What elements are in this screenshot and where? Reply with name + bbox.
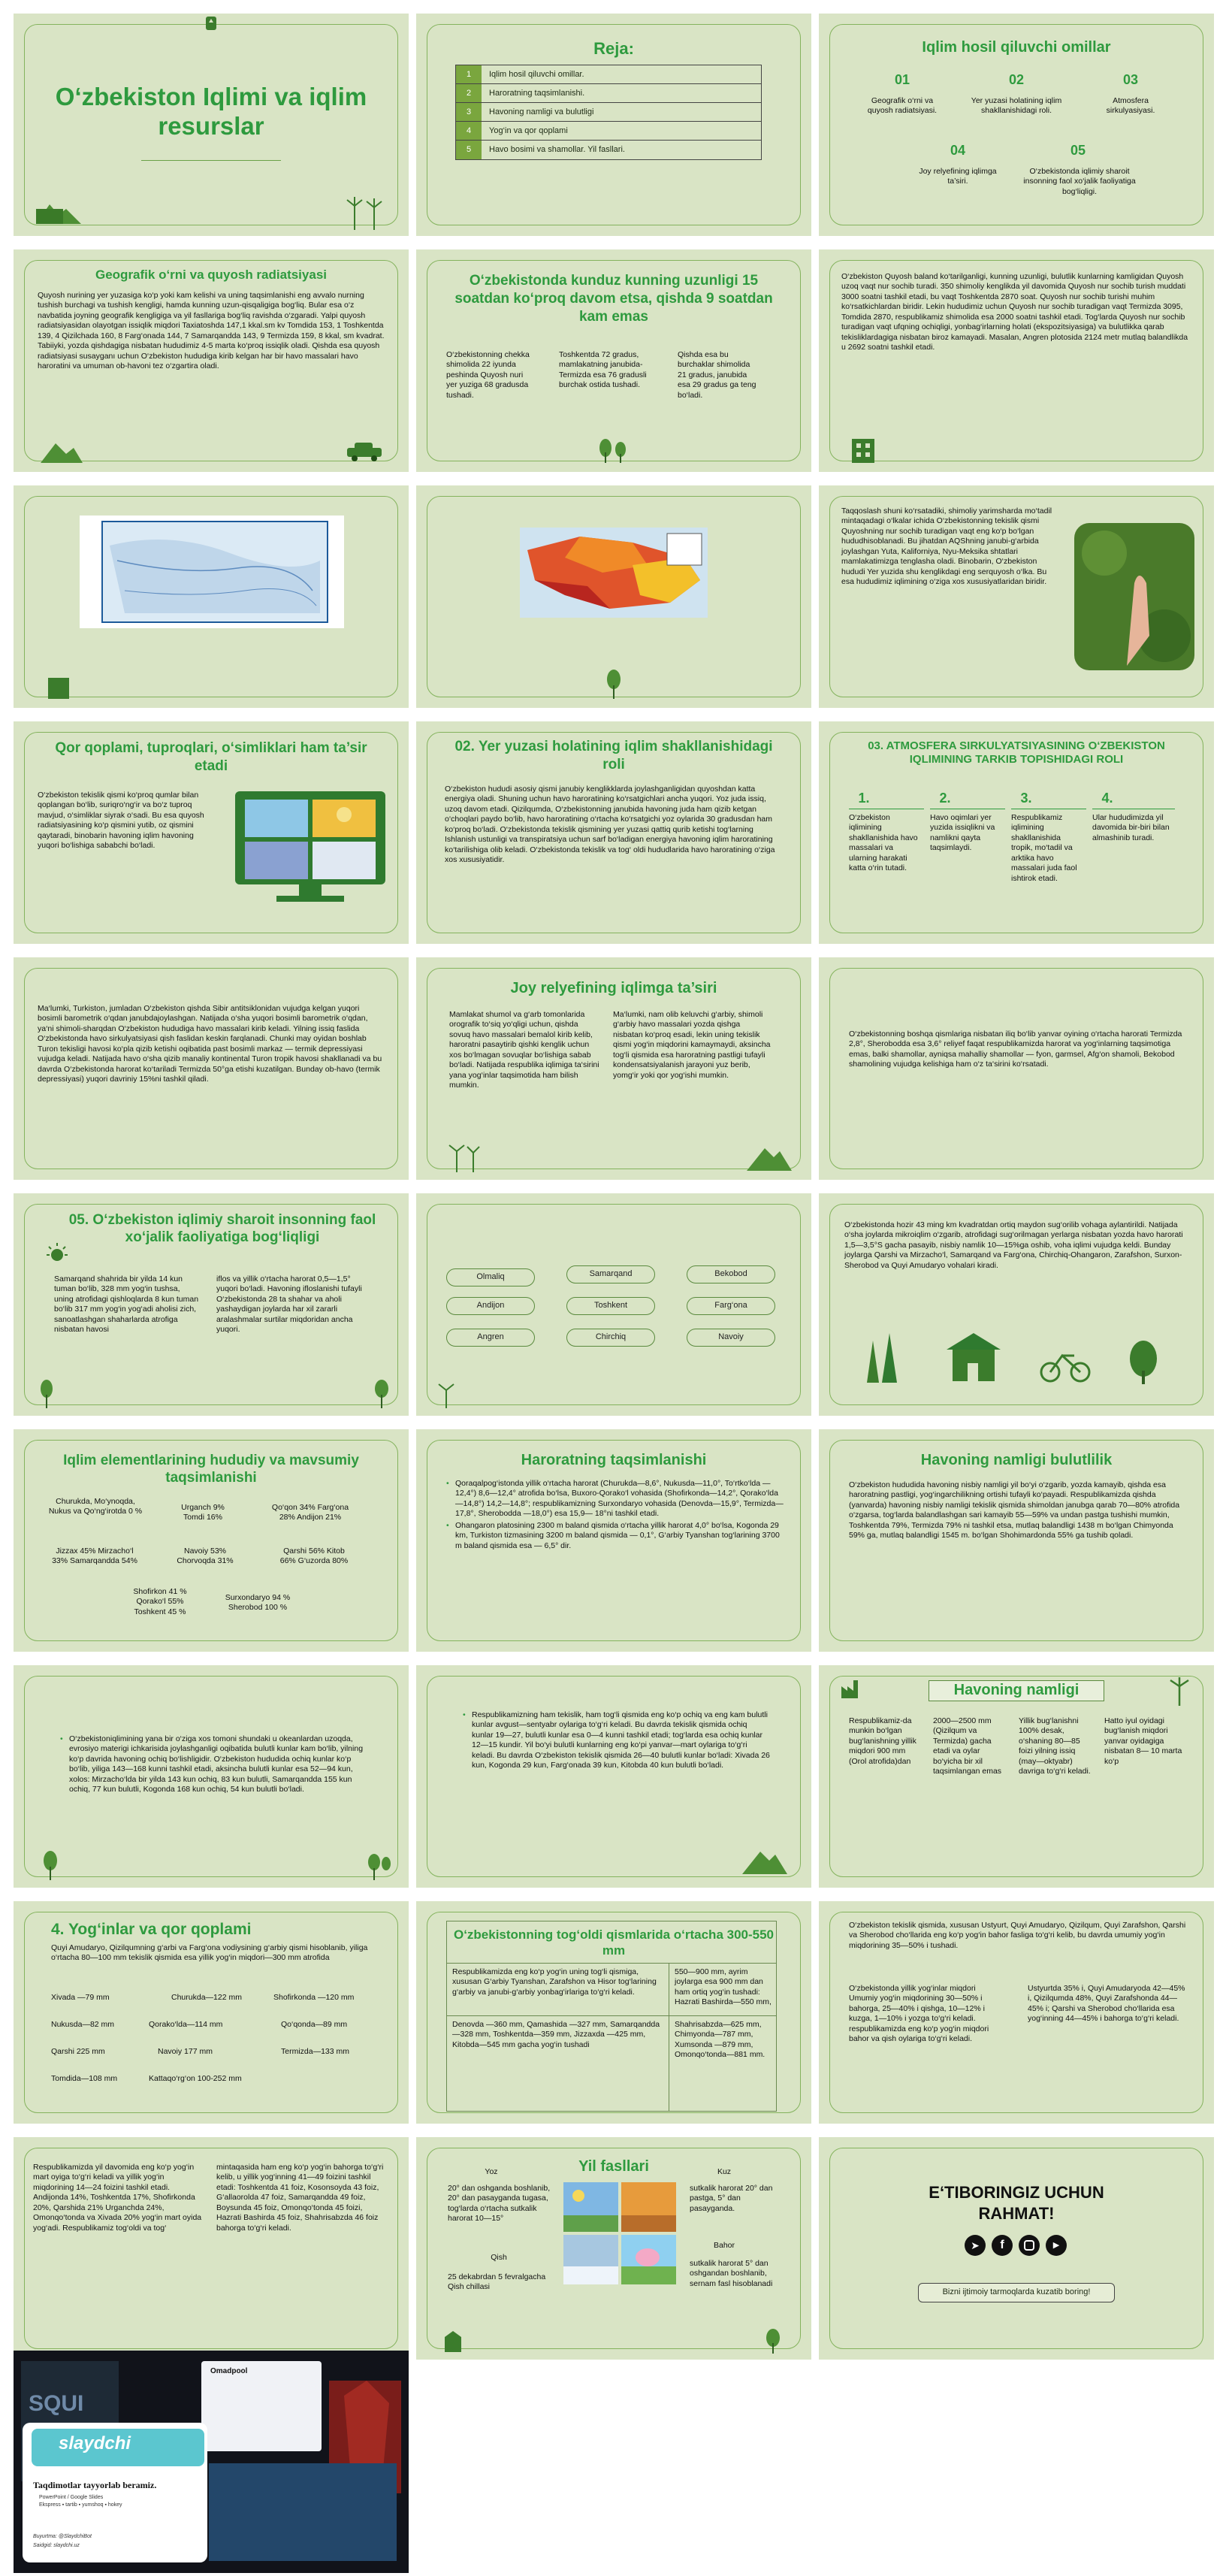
daylength-col: O‘zbekistonning chekka shimolida 22 iyunda peshinda Quyosh nuri yer yuziga 68 gradusda tushadi. bbox=[446, 350, 530, 400]
human-col1: Samarqand shahrida bir yilda 14 kun tuman bo‘lib, 328 mm yog‘in tushsa, uning atrofidagi qishloqlarda 8 kun tuman bo‘lib 317 mm yog‘in yog‘adi aholisi zich, sanoatlashgan shaharlarda atrofiga nisbatan havosi bbox=[54, 1274, 199, 1335]
factor-num: 01 bbox=[894, 72, 910, 87]
tree-icon bbox=[762, 2328, 784, 2354]
factor-num: 05 bbox=[1070, 143, 1086, 158]
plan-item: Havoning namligi va bulutligi bbox=[489, 107, 594, 116]
ad-logo: slaydchi bbox=[59, 2433, 131, 2454]
compare-body: Taqqoslash shuni ko‘rsatadiki, shimoliy yarimsharda mo‘tadil mintaqadagi o‘lkalar ichida O‘zbekistonning tekislik qismi Quyoshning nur sochib turadigan vaqt eng ko‘p bo‘lgan hududhisoblanadi. Bu jihatdan AQShning janubi-g‘arbida joylashgan Yuta, Kaliforniya, Nyu-Meksika shtatlari mamlakatimizga tenglasha oladi. Binobarin, O‘zbekiston hududi Yer yuzida shu kenglikdagi eng serquyosh o‘lka. Bu esa hududimiz iqlimining o‘ziga xos xususiyatlaridan biridir. bbox=[841, 506, 1052, 587]
daylength-col: Toshkentda 72 gradus, mamlakatning janubida-Termizda esa 76 gradusli burchak ostida tushadi. bbox=[559, 350, 647, 390]
precip-cell: Navoiy 177 mm bbox=[158, 2047, 213, 2056]
snow-title: Qor qoplami, tuproqlari, o‘simliklari ham ta’sir etadi bbox=[55, 740, 367, 774]
precip-title: 4. Yog‘inlar va qor qoplami bbox=[51, 1921, 252, 1938]
slide-map1 bbox=[14, 485, 409, 708]
ad-card-title: Omadpool bbox=[210, 2367, 248, 2375]
seasons-monitor-image bbox=[231, 788, 389, 908]
slide-sunshine bbox=[819, 249, 1214, 472]
factor-text: Atmosfera sirkulyasiyasi. bbox=[1106, 96, 1155, 116]
tree-icon bbox=[595, 437, 633, 463]
tree-icon bbox=[364, 1850, 394, 1880]
seasons-title: Yil fasllari bbox=[578, 2158, 649, 2175]
clear-list bbox=[60, 1734, 368, 1795]
slide-thanks bbox=[819, 2137, 1214, 2360]
title-underline bbox=[141, 160, 281, 161]
precip-cell: Nukusda—82 mm bbox=[51, 2020, 115, 2029]
dist-cell: Urganch 9% Tomdi 16% bbox=[181, 1503, 225, 1522]
city-pill: Andijon bbox=[446, 1297, 535, 1315]
temp-item: • Ohangaron platosining 2300 m baland qismida o‘rtacha yillik harorat 4,0° bo‘lsa, Kogonda 29 km, Turkiston tizmasining 3200 m baland qismida — 0,1°, G‘arbiy Tyanshan tog‘larining 3700 m baland qismida esa — 6,5° dir. bbox=[446, 1521, 784, 1551]
season-yoz-heading: Yoz bbox=[485, 2167, 498, 2176]
geo-body: Quyosh nurining yer yuzasiga ko‘p yoki kam kelishi va uning taqsimlanishi eng avvalo nurning tushish burchagi va tushish kengligi, hamda kunning uzun-qisqaligiga bog‘liq. Bular esa o‘z navbatida joyning geografik kengligiga va yil fasllariga bog‘liq ravishda o‘zgaradi. Yalpi quyosh radiatsiyasidan olayotgan issiqlik miqdori Taxiatoshda 147,1 kkal.sm kv Tomdida 153, 1 Toshkentda 139, 4 Qizilchada 160, 8 Farg‘onada 144, 7 Samarqandda 143, 9 Termizda 159, 8 kkal, sm kvadrat. Tabiiyki, yozda qishdagiga nisbatan hududimiz 4-5 marta ko‘proq issiqlik oladi. Qishda esa quyosh radiatsiyasi susayganı uchun O‘zbekiston hududiga kirib kelgan har bir havo massalari havo haroratini va umuman ob-havoni tez o‘zgartira oladi. bbox=[38, 291, 385, 371]
march-col2: mintaqasida ham eng ko‘p yog‘in bahorga to‘g‘ri kelib, u yillik yog‘inning 41—49 foizini tashkil etadi: Toshkentda 41 foiz, Kosonsoyda 43 foiz, G‘allaorolda 47 foiz, Samarqandda 49 foiz, Boysunda 45 foiz, Omonqo‘tonda 45 foizi, Hazrati Bashirda 45 foiz, Shahrisabzda 46 foiz bahorga to‘g‘ri keladi. bbox=[216, 2163, 384, 2233]
clear-item: • O‘zbekistoniqlimining yana bir o‘ziga xos tomoni shundaki u okeanlardan uzoqda, evrosiyo materigi ichkarisida joylashganligi oqibatida bulutli kunlar kam bo‘lib, yilning ko‘p davrida havoning ochiq bo‘lishligidir. O‘zbekiston hududida ochiq kunlar ko‘p bo‘lib, yiliga 143—168 kunni tashkil etadi, aksincha bulutli kunlar esa 52—94 kun, xolos: Mirzacho‘lda bir yilda 143 kun ochiq, 83 kun bulutli, Samarqandda 155 kun ochiq, 77 kun bulutli, Kogonda 168 kun ochiq, 54 kun bulutli bo‘ladi. bbox=[60, 1734, 368, 1795]
precip-body: Quyi Amudaryo, Qizilqumning g‘arbi va Farg‘ona vodiysining g‘arbiy qismi hisoblanib, yiliga o‘rtacha 80—100 mm tekislik qismida esa yillik yog‘in miqdori—300 mm atrofida bbox=[51, 1943, 368, 1963]
city-pill: Samarqand bbox=[566, 1265, 655, 1283]
dist-cell: Navoiy 53% Chorvoqda 31% bbox=[177, 1547, 234, 1566]
ad-headline: Taqdimotlar tayyorlab beramiz. bbox=[33, 2480, 157, 2490]
precip-cell: Qorako‘lda—114 mm bbox=[149, 2020, 223, 2029]
temp-list bbox=[446, 1479, 784, 1551]
tree-icon bbox=[367, 1378, 397, 1408]
foothills-hline2 bbox=[446, 2015, 777, 2016]
factor-text: Yer yuzasi holatining iqlim shakllanishidagi roli. bbox=[971, 96, 1062, 116]
slide-south bbox=[819, 957, 1214, 1180]
season-yoz: 20° dan oshganda boshlanib, 20° dan pasayganda tugasa, tog‘larda o‘rtacha sutkalik harorat 10—15° bbox=[448, 2184, 551, 2224]
geo-title: Geografik o‘rni va quyosh radiatsiyasi bbox=[95, 268, 327, 282]
slide-ad bbox=[14, 2351, 409, 2573]
slide-cities bbox=[416, 1193, 811, 1416]
cloud-body: O‘zbekiston hududida havoning nisbiy namligi yil bo‘yi o‘zgarib, yozda kamayib, qishda esa haroratning pastligi, yog‘ingarchilikning ortishi tufayli ko‘payadi. Respublikamizda qishda (yanvarda) havoning nisbiy namligi tekislik qismida shimoldan janubga qarab 70—80% atrofida o‘zgarsa, tog‘larda balandlashgan sari kamayib 55—59% va undan pastga tushishi mumkin, Toshkentda 79%, Termizda 79% ni tashkil etsa, mutlaq balandligi 1438 m bo‘lgan Chimyonda 59% ga, mutlaq balandligi 1545 m. bo‘lgan Shohimardonda 55% ga tushib qoladi. bbox=[849, 1480, 1180, 1540]
atmo-num: 2. bbox=[939, 791, 951, 806]
facebook-icon[interactable]: f bbox=[992, 2235, 1013, 2256]
tree-icon bbox=[36, 1378, 66, 1408]
dist-title: Iqlim elementlarining hududiy va mavsumiy taqsimlanishi bbox=[63, 1453, 359, 1486]
windmill-icon bbox=[344, 194, 389, 231]
season-kuz-heading: Kuz bbox=[717, 2167, 732, 2176]
atmo-num: 1. bbox=[858, 791, 870, 806]
dist-cell: Qarshi 56% Kitob 66% G‘uzorda 80% bbox=[279, 1547, 349, 1566]
tree-icon bbox=[38, 1850, 63, 1880]
atmo-text: O‘zbekiston iqlimining shakllanishida havo massalari va ularning harakati katta o‘rin tutadi. bbox=[849, 813, 918, 873]
slide-precip bbox=[14, 1901, 409, 2124]
foothills-hline bbox=[446, 1963, 777, 1964]
season-qish-heading: Qish bbox=[491, 2253, 507, 2262]
foothills-right2: Shahrisabzda—625 mm, Chimyonda—787 mm, Xumsonda —879 mm, Omonqo‘tonda—881 mm. bbox=[675, 2020, 765, 2060]
title: O‘zbekiston Iqlimi va iqlim resurslar bbox=[55, 83, 367, 140]
slide-atmosphere bbox=[819, 721, 1214, 944]
ad-contact: Buyurtma: @SlaydchiBot bbox=[33, 2534, 92, 2539]
human-col2: iflos va yillik o‘rtacha harorat 0,5—1,5° yuqori bo‘ladi. Havoning ifloslanishi tufayli O‘zbekistonda 28 ta shahar va aholi yashaydigan joylarda har xil zararli aralashmalar surtilar miqdoridan ancha yuqori. bbox=[216, 1274, 362, 1335]
factors-title: Iqlim hosil qiluvchi omillar bbox=[922, 39, 1111, 56]
atmosphere-title: 03. ATMOSFERA SIRKULYATSIYASINING O‘ZBEKISTON IQLIMINING TARKIB TOPISHIDAGI ROLI bbox=[868, 739, 1165, 766]
slide-relief bbox=[416, 957, 811, 1180]
factor-num: 03 bbox=[1122, 72, 1139, 87]
building-icon bbox=[442, 2330, 464, 2352]
city-pill: Bekobod bbox=[687, 1265, 775, 1283]
slide-plan bbox=[416, 14, 811, 236]
slide-cloud-months bbox=[416, 1665, 811, 1888]
instagram-icon[interactable] bbox=[1019, 2235, 1040, 2256]
factor-num: 04 bbox=[950, 143, 966, 158]
tree-icon bbox=[602, 669, 625, 699]
dist-cell: Churukda, Mo‘ynoqda, Nukus va Qo‘ng‘irotda 0 % bbox=[48, 1497, 143, 1516]
slide-oasis bbox=[819, 1193, 1214, 1416]
slide-circulation bbox=[14, 957, 409, 1180]
foothills-left2: Denovda —360 mm, Qamashida —327 mm, Samarqandda —328 mm, Toshkentda—359 mm, Jizzaxda —425 mm, Kitobda—545 mm gacha yog‘in tushadi bbox=[452, 2020, 660, 2049]
slide-surface bbox=[416, 721, 811, 944]
slide-humidity-dist bbox=[14, 1429, 409, 1652]
thanks-title: E‘TIBORINGIZ UCHUN RAHMAT! bbox=[929, 2183, 1104, 2223]
slide-title bbox=[14, 14, 409, 236]
slide-map2 bbox=[416, 485, 811, 708]
slide-snow bbox=[14, 721, 409, 944]
factor-text: Joy relyefining iqlimga ta’siri. bbox=[919, 167, 997, 186]
youtube-icon[interactable]: ▶ bbox=[1046, 2235, 1067, 2256]
evap-col: 2000—2500 mm (Qizilqum va Termizda) gacha etadi va oylar bo‘yicha bir xil taqsimlangan emas bbox=[933, 1716, 1002, 1776]
spring-col1: O‘zbekistonda yillik yog‘inlar miqdori Umumiy yog‘in miqdorining 30—50% i bahorga, 25—40% i qishga, 10—12% i kuzga, 1—10% i yozga to‘g‘ri keladi. respublikamizda eng ko‘p yog‘in miqdori bahor va qish oylariga to‘g‘ri keladi. bbox=[849, 1984, 989, 2044]
season-bahor-heading: Bahor bbox=[713, 2241, 735, 2250]
slide-frame bbox=[829, 2148, 1203, 2349]
plan-item: Haroratning taqsimlanishi. bbox=[489, 89, 585, 98]
city-pill: Chirchiq bbox=[566, 1329, 655, 1347]
atmo-text: Havo oqimlari yer yuzida issiqlikni va namlikni qayta taqsimlaydi. bbox=[930, 813, 995, 853]
ad-screen-text: SQUI bbox=[29, 2391, 84, 2416]
slide-seasons bbox=[416, 2137, 811, 2360]
factor-num: 02 bbox=[1008, 72, 1025, 87]
plan-row bbox=[456, 84, 761, 103]
hand-moss-image bbox=[1074, 523, 1194, 670]
evap-title: Havoning namligi bbox=[953, 1682, 1080, 1698]
car-icon bbox=[344, 440, 386, 463]
evap-col: Yillik bug‘lanishni 100% desak, o‘shaning 80—85 foizi yilning issiq (may—oktyabr) davriga to‘g‘ri keladi. bbox=[1019, 1716, 1091, 1776]
plan-row bbox=[456, 103, 761, 122]
sun-icon bbox=[44, 1241, 71, 1262]
slide-foothills bbox=[416, 1901, 811, 2124]
city-pill: Toshkent bbox=[566, 1297, 655, 1315]
precip-cell: Shofirkonda —120 mm bbox=[273, 1993, 355, 2002]
windmill-icon bbox=[1164, 1676, 1194, 1706]
foothills-left1: Respublikamizda eng ko‘p yog‘in uning tog‘li qismiga, xususan G‘arbiy Tyanshan, Zarafshon va Hisor tog‘larining g‘arbiy va janubi-g‘arbiy yonbag‘irlariga to‘g‘ri keladi. bbox=[452, 1967, 657, 1997]
slide-spring bbox=[819, 1901, 1214, 2124]
evap-col: Hatto iyul oyidagi bug‘lanish miqdori yanvar oyidagiga nisbatan 8— 10 marta ko‘p bbox=[1104, 1716, 1182, 1766]
plan-table bbox=[455, 65, 762, 160]
plan-item: Yog‘in va qor qoplami bbox=[489, 126, 568, 135]
city-pill: Angren bbox=[446, 1329, 535, 1347]
ad-contact: Saidgid: slaydchi.uz bbox=[33, 2543, 80, 2548]
hill-icon bbox=[41, 437, 83, 464]
telegram-icon[interactable]: ➤ bbox=[965, 2235, 986, 2256]
cloud-months-item: • Respublikamizning ham tekislik, ham tog‘li qismida eng ko‘p ochiq va eng kam bulutli kunlar avgust—sentyabr oylariga to‘g‘ri keladi. Bu davrda tekislik qismida ochiq kunlar 19—27, bulutli kunlar esa 0—4 kunni tashkil etadi; tog‘larda esa ochiq kunlar 12—15 kundir. Yil bo‘yi bulutli kunlarning eng ko‘pi yanvar—mart oylariga to‘g‘ri keladi. Bu davrda O‘zbekiston tekislik qismida 26—40 bulutli kunlar bo‘ladi: Xivada 26 kun, Kogonda 29 kun, Farg‘onada 39 kun, Kitobda 40 kun bulutli bo‘ladi. bbox=[463, 1710, 771, 1771]
hill-icon bbox=[747, 1142, 792, 1172]
slide-march bbox=[14, 2137, 409, 2360]
season-qish: 25 dekabrdan 5 fevralgacha Qish chillasi bbox=[448, 2272, 546, 2292]
foothills-title: O‘zbekistonning tog‘oldi qismlarida o‘rtacha 300-550 mm bbox=[453, 1927, 775, 1958]
plan-title: Reja: bbox=[593, 39, 634, 58]
dist-cell: Jizzax 45% Mirzacho‘l 33% Samarqandda 54% bbox=[52, 1547, 137, 1566]
precip-cell: Tomdida—108 mm bbox=[51, 2074, 118, 2083]
dist-cell: Surxondaryo 94 % Sherobod 100 % bbox=[225, 1593, 291, 1613]
surface-title: 02. Yer yuzasi holatining iqlim shakllanishidagi roli bbox=[454, 739, 773, 772]
plan-num: 2 bbox=[456, 84, 482, 102]
atmo-num: 4. bbox=[1101, 791, 1113, 806]
precip-cell: Churukda—122 mm bbox=[171, 1993, 242, 2002]
slide-frame bbox=[829, 1676, 1203, 1877]
temperature-map-image bbox=[520, 528, 708, 618]
slide-geo bbox=[14, 249, 409, 472]
city-pill: Farg‘ona bbox=[687, 1297, 775, 1315]
slide-compare bbox=[819, 485, 1214, 708]
precip-cell: Xivada —79 mm bbox=[51, 1993, 110, 2002]
plan-item: Havo bosimi va shamollar. Yil fasllari. bbox=[489, 145, 625, 154]
precip-cell: Termizda—133 mm bbox=[281, 2047, 350, 2056]
factor-text: O‘zbekistonda iqlimiy sharoit insonning faol xo‘jalik faoliyatiga bog‘liqligi. bbox=[1023, 167, 1136, 196]
building-icon bbox=[44, 672, 74, 699]
cloud-months-list bbox=[463, 1710, 771, 1771]
sunshine-body: O‘zbekiston Quyosh baland ko‘tarilganligi, kunning uzunligi, bulutlik kunlarning kamligidan Quyosh uzoq vaqt nur sochib turadi. 350 shimoliy kenglikda yil davomida Quyosh nur sochib turish muddati 3000 soatni tashkil etadi, bu vaqt Toshkentda 2870 soat. Quyosh nur sochib turishi muhim ko‘rsatkichlardan biridir. Lekin hududimiz uchun Quyosh nur sochib turadigan vaqt Termizda 3095, Tomdida 2870, respublikamiz shimolida esa 2000 soatni tashkil etadi. Tog‘larda Quyosh nur sochib turadigan vaqt ufqning ochiqligi, yonbag‘irlarning holati (ekspozitsiyasiga) va bulutlikka qarab tekisliklardagiga nisbatan biroz kamayadi. Masalan, Angren plotosida 2124 metr mutlaq balandlikda u 2692 soatni tashkil etadi. bbox=[841, 272, 1188, 352]
factor-text: Geografik o‘rni va quyosh radiatsiyasi. bbox=[867, 96, 938, 116]
relief-title: Joy relyefining iqlimga ta’siri bbox=[510, 980, 717, 996]
plan-num: 1 bbox=[456, 65, 482, 83]
plan-num: 3 bbox=[456, 103, 482, 121]
foothills-right1: 550—900 mm, ayrim joylarga esa 900 mm dan ham ortiq yog‘in tushadi: Hazrati Bashirda—550 mm, bbox=[675, 1967, 772, 2007]
hill-icon bbox=[742, 1846, 787, 1876]
dist-cell: Shofirkon 41 % Qorako‘l 55% Toshkent 45 % bbox=[133, 1587, 187, 1616]
slide-evaporation bbox=[819, 1665, 1214, 1888]
season-bahor: sutkalik harorat 5° dan oshgandan boshlanib, sernam fasl hisoblanadi bbox=[690, 2259, 773, 2288]
precip-cell: Qo‘qonda—89 mm bbox=[281, 2020, 348, 2029]
slide-cloudiness bbox=[819, 1429, 1214, 1652]
snow-body: O‘zbekiston tekislik qismi ko‘proq qumlar bilan qoplangan bo‘lib, suriqro‘ng‘ir va bo‘z tuproq mavjud, o‘simliklar siyrak o‘sadi. Bu esa quyosh radiatsiyasining ko‘p qismini yutib, oz qismini qaytaradi, binobarin havoning iqlim havoning yuqori bo‘lishiga sababchi bo‘ladi. bbox=[38, 791, 204, 851]
ad-bullet: Ekspress ▪ tartib ▪ yumshoq ▪ hokey bbox=[39, 2502, 122, 2508]
ad-bullet: PowerPoint / Google Slides bbox=[39, 2495, 104, 2500]
plan-row bbox=[456, 65, 761, 84]
surface-body: O‘zbekiston hududi asosiy qismi janubiy kenglikklarda joylashganligidan quyoshdan katta energiya oladi. Shuning uchun havo haroratining ko‘rsatgichlari ancha yuqori. Yoz juda issiq, uzoq davom etadi. Qizilqumda, O‘zbekistonning janubida havoning juda ham qizib ketgan o‘choqlari paydo bo‘lib, havo haroratining o‘rtacha ko‘rsatgichi yoz oylarida 30 gradusdan ham ko‘proq bo‘ladi. O‘zbekistonda tekislik qismining yer yuzasi qattiq qurib ketishi tog‘larning Ishlanish ustunligi va transpiratsiya uchun sarf bo‘ladigan energiya havoning iqlim haroratining ko‘tarilishiga olib keladi. O‘zbekistonda tekislik va tog‘ oldi hududlarida havo haroratining o‘ziga xos xususiyatidir. bbox=[445, 785, 775, 865]
relief-col2: Ma‘lumki, nam olib keluvchi g‘arbiy, shimoli g‘arbiy havo massalari yozda qishga nisbatan ko‘proq esadi, lekin uning tekislik qismi yog‘in miqdorini kamaymaydi, aksincha tog‘li qismida esa haroratning pastligi tufayli kondensatsiyalanish jarayoni yuz berib, yomg‘ir yoki qor yog‘ishi mumkin. bbox=[613, 1010, 771, 1080]
plan-row bbox=[456, 122, 761, 141]
precip-cell: Qarshi 225 mm bbox=[51, 2047, 105, 2056]
atmo-text: Ular hududimizda yil davomida bir-biri bilan almashinib turadi. bbox=[1092, 813, 1170, 842]
temp-title: Haroratning taqsimlanishi bbox=[521, 1452, 707, 1468]
atmo-num: 3. bbox=[1020, 791, 1032, 806]
temp-item: • Qoraqalpog‘istonda yillik o‘rtacha harorat (Churukda—8,6°, Nukusda—11,0°, To‘rtko‘lda —12,4°) 8,6—12,4° atrofida bo‘lsa, Buxoro-Qorako‘l vohasida (Shofirkonda—14,2°, Qorako‘lda—14,8°) 14,2—14,8°; respublikamizning Surxondaryo vohasida (Denovda—15,9°, Termizda—17,8°, Sherobodda —18,0°) esa 15,9— 18°ni tashkil etadi. bbox=[446, 1479, 784, 1519]
plan-row bbox=[456, 141, 761, 159]
march-col1: Respublikamizda yil davomida eng ko‘p yog‘in mart oyiga to‘g‘ri keladi va yillik yog‘in miqdorining 14—24 foizini tashkil etadi. Andijonda 14%, Toshkentda 17%, Shofirkonda 20%, Qarshida 21% Urganchda 24%, Omonqo‘tonda va Xivada 20% yog‘in mart oyida yog‘adi. Respublikamiz tog‘oldi va tog‘ bbox=[33, 2163, 202, 2233]
seasons-image bbox=[563, 2182, 676, 2284]
spring-col2: Ustyurtda 35% i, Quyi Amudaryoda 42—45% i, Qizilqumda 48%, Quyi Zarafshonda 44—45% i; Qarshi va Sherobod cho‘llarida esa yog‘inning 44—45% i bahorga to‘g‘ri keladi. bbox=[1028, 1984, 1185, 2024]
cloud-title: Havoning namligi bulutlilik bbox=[920, 1452, 1113, 1468]
evap-col: Respublikamiz-da munkin bo‘lgan bug‘lanishning yillik miqdori 900 mm (Orol atrofida)dan bbox=[849, 1716, 916, 1766]
dist-cell: Qo‘qon 34% Farg‘ona 28% Andijon 21% bbox=[271, 1503, 349, 1522]
hill-icon bbox=[36, 188, 81, 225]
human-title: 05. O‘zbekiston iqlimiy sharoit insonning faol xo‘jalik faoliyatiga bog‘liqligi bbox=[68, 1212, 376, 1246]
oasis-body: O‘zbekistonda hozir 43 ming km kvadratdan ortiq maydon sug‘orilib vohaga aylantirildi. Natijada o‘sha joylarda mikroiqlim o‘zgarib, atrofidagi sug‘orilmagan yerlarga nisbatan yozda havo harorati 1,5—3,5°S gacha pasayib, nisbiy namlik 10—15%ga oshib, voha iqlimi vujudga keldi. Bunday joylarga Qarshi va Mirzacho‘l, Samarqand va Farg‘ona, Chirchiq-Ohangaron, Zarafshon, Surxon-Sherobod va Quyi Amudaryo vohalari kiradi. bbox=[844, 1220, 1183, 1270]
slide-temperature bbox=[416, 1429, 811, 1652]
south-body: O‘zbekistonning boshqa qismlariga nisbatan iliq bo‘lib yanvar oyining o‘rtacha harorati Termizda 2,8°, Sherobodda esa 3,6° reliyef faqat respublikamizda harorat va yog‘inlarning taqsimotiga emas, balki shamollar, ayniqsa mahalliy shamollar — fyon, garmsel, Afg‘on shamoli, Bekobod shamolining vujudga kelishiga ham o‘z ta‘sirini ko‘rsatadi. bbox=[849, 1029, 1182, 1069]
windmill-icon bbox=[433, 1381, 460, 1408]
atmo-text: Respublikamiz iqlimining shakllanishida tropik, mo‘tadil va arktika havo massalari juda faol ishtirok etadi. bbox=[1011, 813, 1077, 883]
circulation-body: Ma‘lumki, Turkiston, jumladan O‘zbekiston qishda Sibir antitsiklonidan vujudga kelgan yuqori bosimli barometrik o‘qdan janubdajoylashgan. Natijada o‘sha yuqori bosimli barometrik o‘qdan, ya‘ni shimoli-sharqdan O‘zbekiston hududiga havo massalari kirib keladi. Yilning issiq faslida O‘zbekistonda havo sirkulyatsiyasi qish faslidan keskin farqlanadi. Chunki may oyidan boshlab Turon tekisligi havosi ko‘pla qizib ketishi oqibatida past bosimli markaz — termik depressiyasi vujudga keladi. Natijada havo o‘sha qizib manaliy kontinental Turon tropik havosi shakllanadi va bu davrda O‘zbekistonda harorat ko‘tariladi Termizda 50°ga etishi kuzatilgan. Bunday ob-havo (termik depressiyasi) yuqori davriniy 15%ni tashkil qiladi. bbox=[38, 1004, 382, 1084]
pin-icon bbox=[202, 15, 220, 33]
slide-daylength bbox=[416, 249, 811, 472]
city-pill: Olmaliq bbox=[446, 1268, 535, 1286]
daylength-col: Qishda esa bu burchaklar shimolida 21 gradus, janubida esa 29 gradus ga teng bo‘ladi. bbox=[678, 350, 756, 400]
city-pill: Navoiy bbox=[687, 1329, 775, 1347]
follow-button[interactable]: Bizni ijtimoiy tarmoqlarda kuzatib boring! bbox=[918, 2283, 1115, 2302]
season-kuz: sutkalik harorat 20° dan pastga, 5° dan pasayganda. bbox=[690, 2184, 773, 2213]
precip-cell: Kattaqo‘rg‘on 100-252 mm bbox=[149, 2074, 242, 2083]
plan-num: 5 bbox=[456, 141, 482, 159]
climate-map-image bbox=[80, 516, 344, 628]
slide-factors bbox=[819, 14, 1214, 236]
spring-top: O‘zbekiston tekislik qismida, xususan Ustyurt, Quyi Amudaryo, Qizilqum, Quyi Zarafshon, Qarshi va Sherobod cho‘llarida eng ko‘p yog‘in bahor fasliga to‘g‘ri kelib, bu davrda umumiy yog‘in miqdorining 35—50% i tushadi. bbox=[849, 1921, 1186, 1950]
slide-clear-days bbox=[14, 1665, 409, 1888]
building-icon bbox=[849, 433, 879, 463]
plan-item: Iqlim hosil qiluvchi omillar. bbox=[489, 70, 584, 79]
relief-col1: Mamlakat shumol va g‘arb tomonlarida orografik to‘siq yo‘qligi uchun, qishda sovuq havo massalari bemalol kirib kelib, haroratni pasaytirib qishki kenglik uchun xos bo‘lmagan sovuqlar bo‘lishiga sabab bo‘ladi. Natijada respublika iqlimiga ta‘sirini yana yog‘inlar taqsimotida ham bilish mumkin. bbox=[449, 1010, 599, 1090]
daylength-title: O‘zbekistonda kunduz kunning uzunligi 15 soatdan ko‘proq davom etsa, qishda 9 soatdan kam emas bbox=[454, 273, 773, 325]
plan-num: 4 bbox=[456, 122, 482, 140]
slide-human bbox=[14, 1193, 409, 1416]
windmill-icon bbox=[446, 1142, 484, 1172]
eco-icons bbox=[864, 1326, 1164, 1386]
